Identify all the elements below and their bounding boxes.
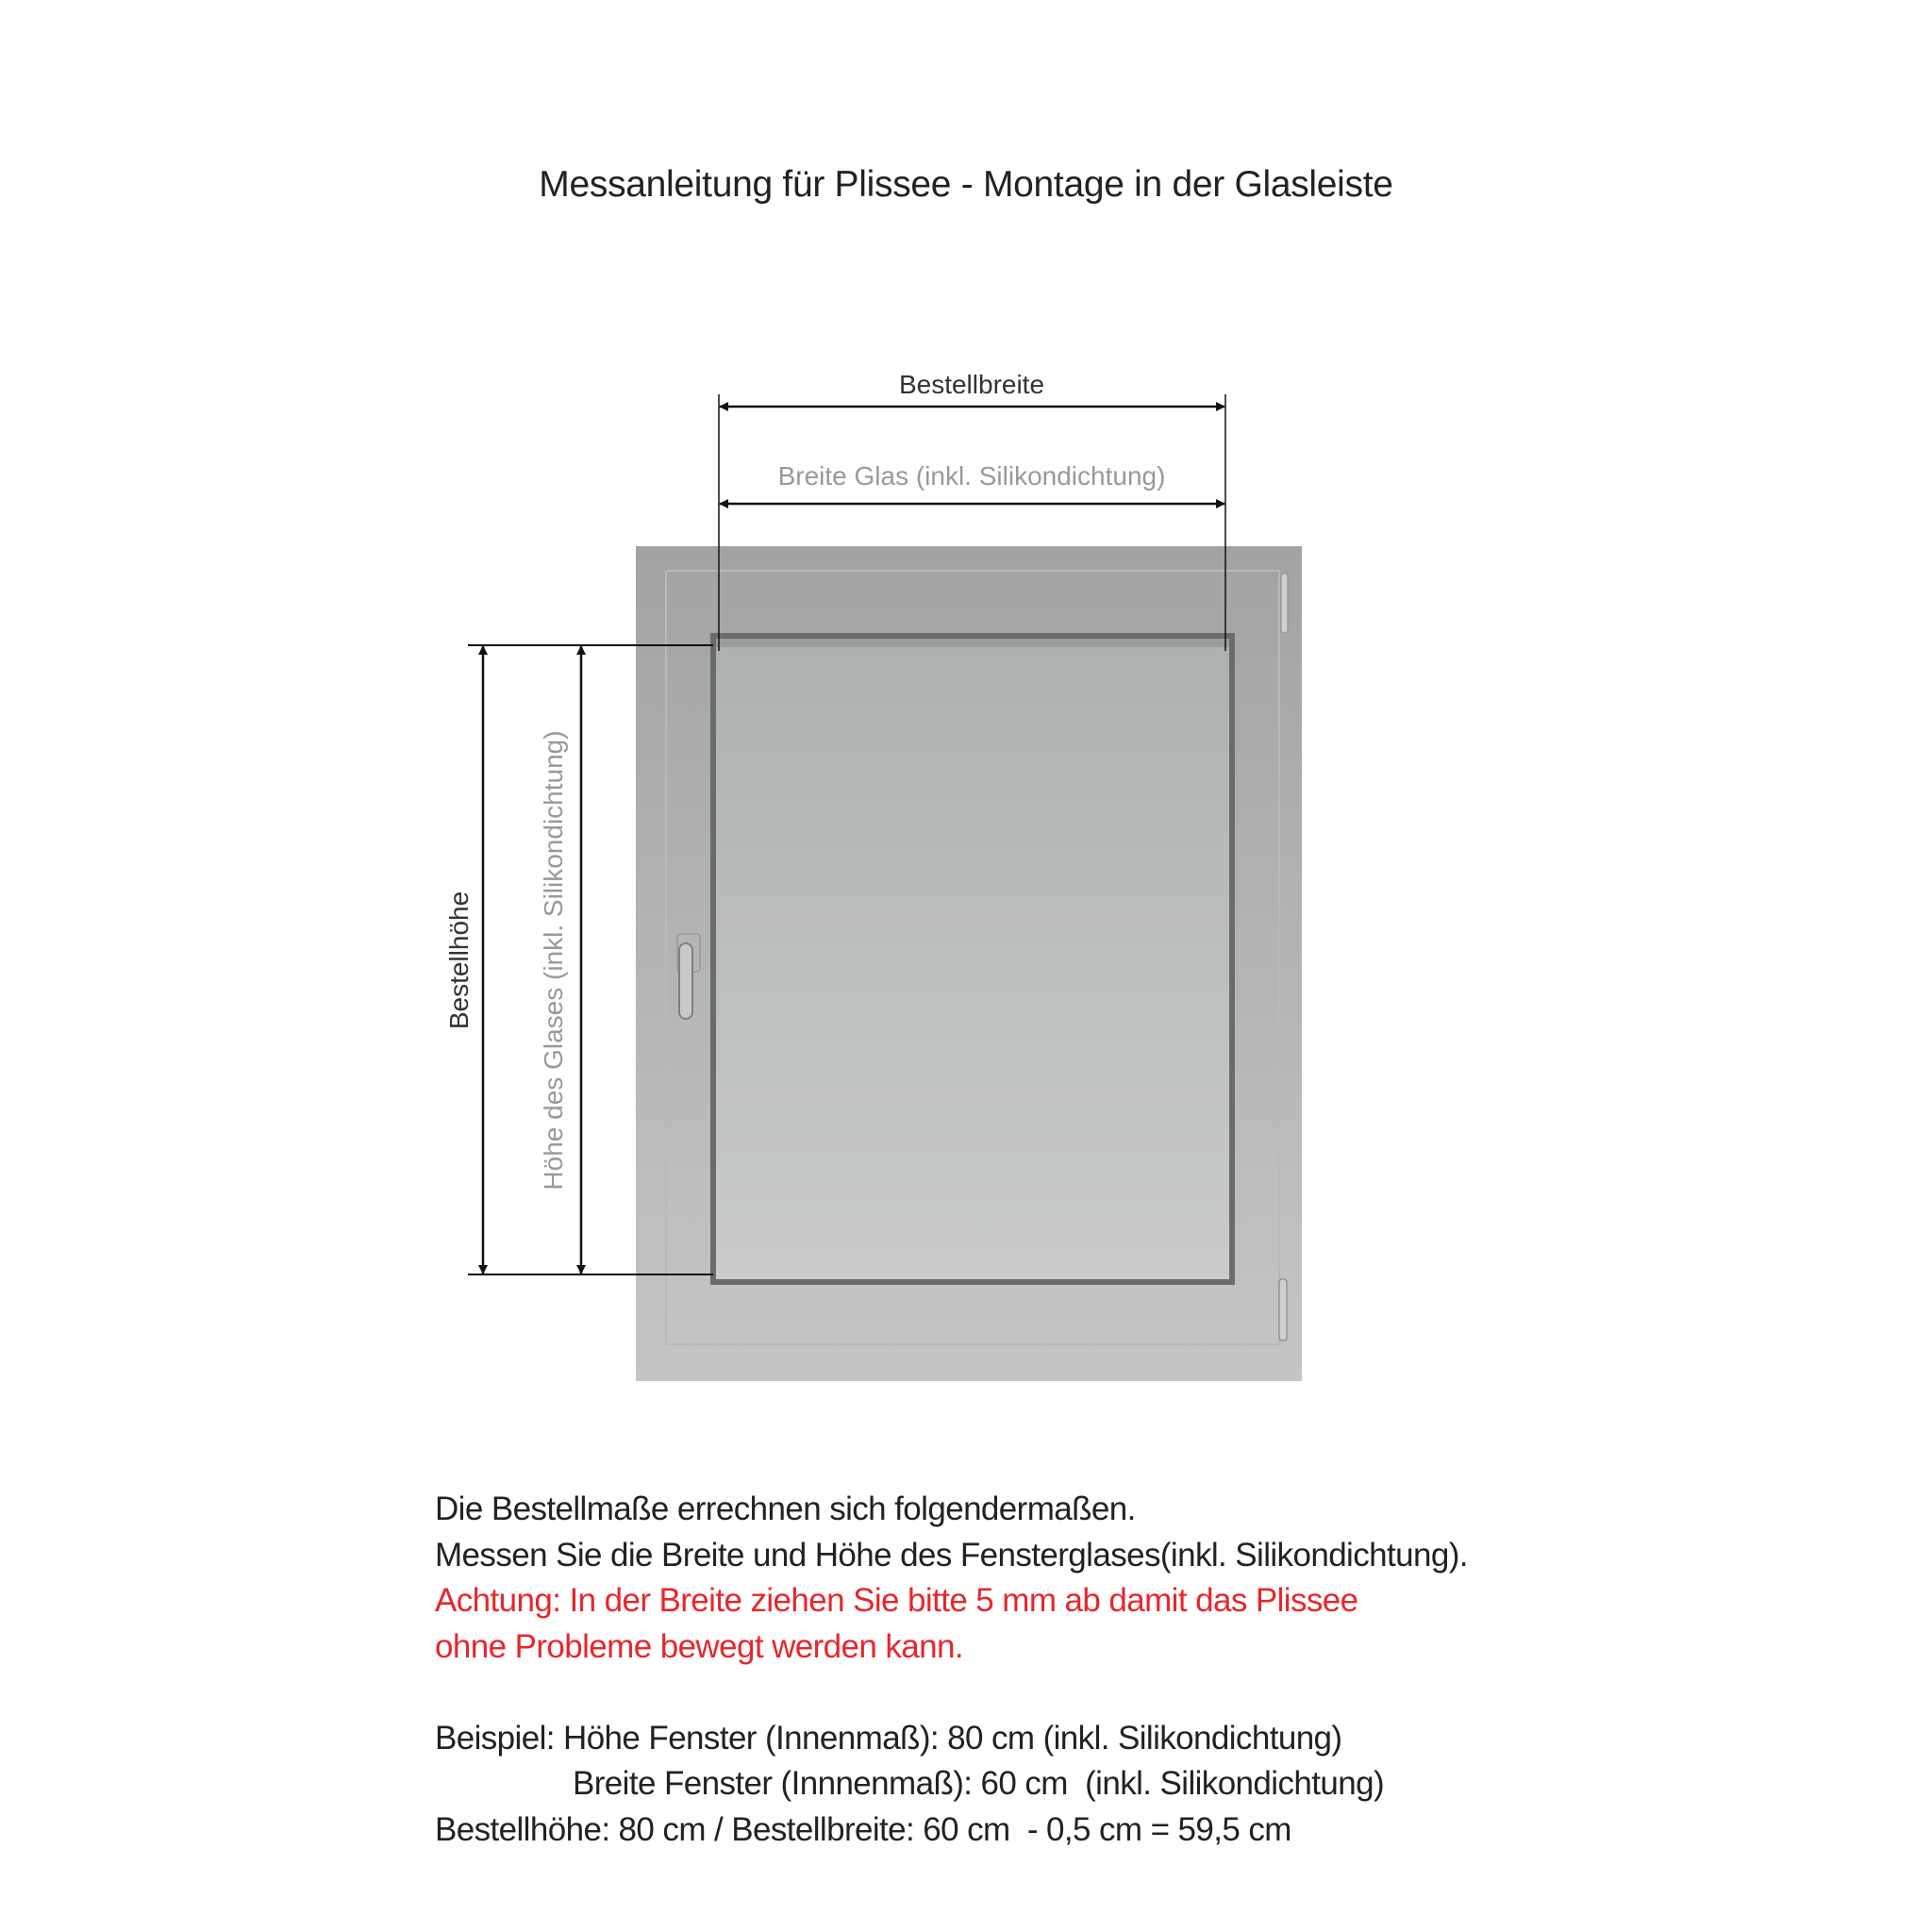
instructions: [435, 1487, 1468, 1853]
hinge-top-icon: [1281, 574, 1288, 633]
hinge-bottom-icon: [1279, 1279, 1287, 1341]
warning-line: Achtung: In der Breite ziehen Sie bitte 5 mm ab damit das Plissee: [435, 1582, 1358, 1619]
glass-height-label: Höhe des Glases (inkl. Silikondichtung): [539, 730, 568, 1191]
instruction-line: Messen Sie die Breite und Höhe des Fensterglases(inkl. Silikondichtung).: [435, 1536, 1468, 1574]
window-glass: [713, 636, 1232, 1282]
page-title: Messanleitung für Plissee - Montage in der Glasleiste: [539, 164, 1393, 205]
order-width-label: Bestellbreite: [898, 370, 1045, 399]
glass-width-label: Breite Glas (inkl. Silikondichtung): [777, 461, 1166, 491]
result-line: Bestellhöhe: 80 cm / Bestellbreite: 60 cm - 0,5 cm = 59,5 cm: [435, 1810, 1291, 1848]
order-height-label: Bestellhöhe: [444, 891, 474, 1030]
instruction-line: Die Bestellmaße errechnen sich folgendermaßen.: [435, 1491, 1136, 1527]
example-line: Beispiel: Höhe Fenster (Innenmaß): 80 cm (inkl. Silikondichtung): [435, 1719, 1342, 1757]
window-frame: [636, 546, 1302, 1381]
warning-line: ohne Probleme bewegt werden kann.: [435, 1627, 964, 1665]
example-line: Breite Fenster (Innnenmaß): 60 cm (inkl. Silikondichtung): [573, 1765, 1385, 1802]
